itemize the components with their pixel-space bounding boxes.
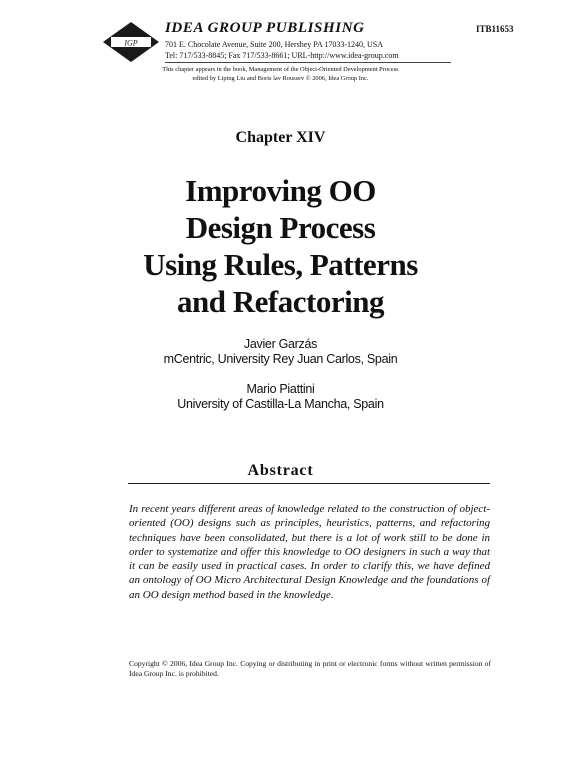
book-notice-line-1: This chapter appears in the book, Management of the Object-Oriented Development Process xyxy=(162,66,399,73)
author-affiliation: mCentric, University Rey Juan Carlos, Spain xyxy=(163,352,398,366)
title-line: Design Process xyxy=(185,210,376,245)
author-name: Javier Garzás xyxy=(243,337,318,351)
abstract-divider xyxy=(128,483,490,484)
title-line: Using Rules, Patterns xyxy=(143,247,418,282)
abstract-heading: Abstract xyxy=(247,462,314,479)
author-name: Mario Piattini xyxy=(246,382,315,396)
header-divider xyxy=(165,62,451,63)
chapter-label: Chapter XIV xyxy=(235,129,326,146)
title-line: and Refactoring xyxy=(177,284,384,319)
title-line: Improving OO xyxy=(185,173,376,208)
abstract-text: In recent years different areas of knowledge related to the construction of object-oriented (OO) designs such as principles, heuristics, patterns, and refactoring techniques have been consolidated, but there is a lot of work still to be done in order to systematize and offer this knowledge to OO designers in such a way that it can be easily used in practical cases. In order to clarify this, we have defined an ontology of OO Micro Architectural Design Knowledge and the foundations of an OO design method based in the knowledge. xyxy=(129,503,490,601)
publisher-contact: Tel: 717/533-8845; Fax 717/533-8661; URL-http://www.idea-group.com xyxy=(165,51,399,60)
publisher-logo xyxy=(103,22,159,62)
svg-text:IGP: IGP xyxy=(124,38,138,48)
publisher-address: 701 E. Chocolate Avenue, Suite 200, Hershey PA 17033-1240, USA xyxy=(165,40,383,49)
book-notice-line-2: edited by Liping Liu and Boris lav Roussev © 2006, Idea Group Inc. xyxy=(192,75,369,82)
copyright-notice: Copyright © 2006, Idea Group Inc. Copying or distributing in print or electronic forms without written permission of Idea Group Inc. is prohibited. xyxy=(129,659,491,678)
chapter-title xyxy=(0,172,561,320)
publisher-name: IDEA GROUP PUBLISHING xyxy=(165,20,365,36)
author-affiliation: University of Castilla-La Mancha, Spain xyxy=(177,397,384,411)
chapter-code: ITB11653 xyxy=(476,24,514,34)
